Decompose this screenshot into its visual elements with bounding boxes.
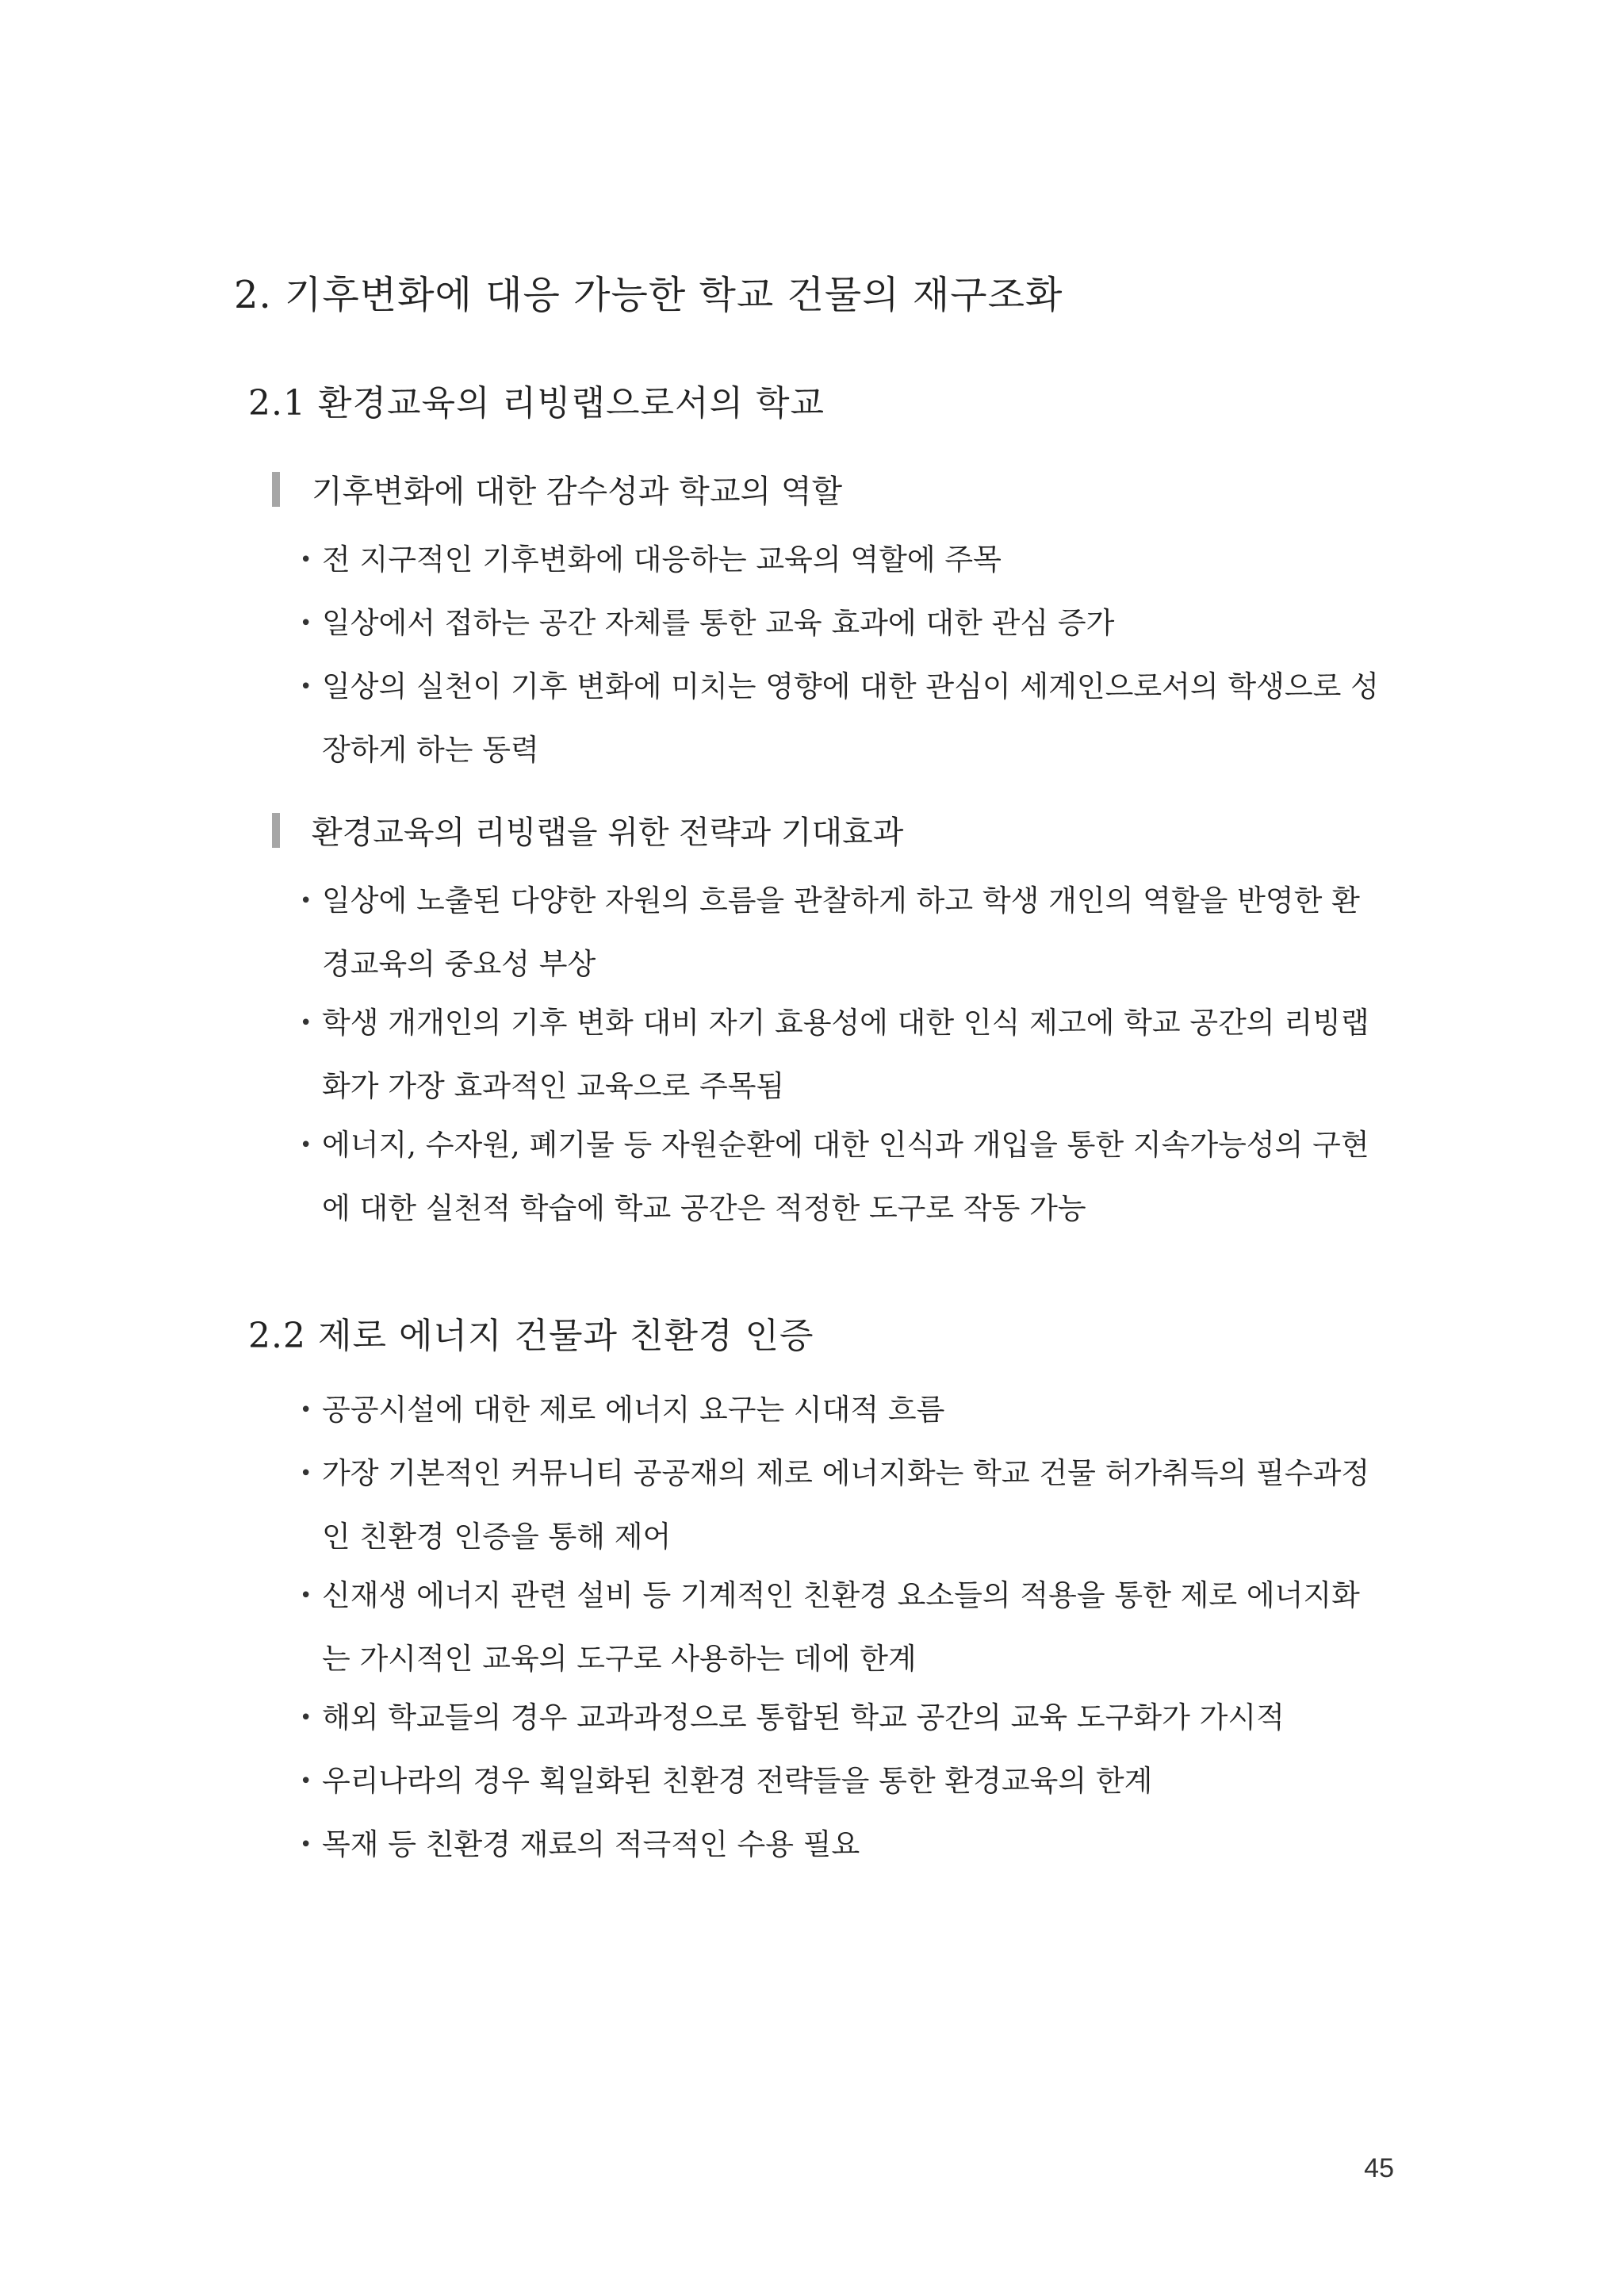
list-item-text-line-1: 신재생 에너지 관련 설비 등 기계적인 친환경 요소들의 적용을 통한 제로 에너지화 (322, 1578, 1360, 1612)
list-item (300, 1686, 1398, 1750)
subsection-title-text: 환경교육의 리빙랩을 위한 전략과 기대효과 (312, 815, 904, 851)
list-item (300, 1813, 1398, 1876)
list-item-text-line-2: 경교육의 중요성 부상 (322, 947, 596, 981)
list-item (300, 869, 1398, 996)
list-item (300, 1114, 1398, 1240)
list-item-text: 전 지구적인 기후변화에 대응하는 교육의 역할에 주목 (322, 542, 1002, 577)
list-item-text: 해외 학교들의 경우 교과과정으로 통합된 학교 공간의 교육 도구화가 가시적 (322, 1700, 1285, 1734)
bullet-dot-icon: • (300, 548, 312, 572)
list-item (300, 528, 1398, 592)
list-item (300, 1442, 1398, 1569)
bullet-dot-icon: • (300, 611, 312, 635)
bullet-dot-icon: • (300, 1706, 312, 1730)
page-number: 45 (1364, 2153, 1394, 2183)
list-item-text: 목재 등 친환경 재료의 적극적인 수용 필요 (322, 1827, 860, 1861)
list-item-text: 우리나라의 경우 획일화된 친환경 전략들을 통한 환경교육의 한계 (322, 1764, 1153, 1798)
list-item (300, 1750, 1398, 1813)
list-item (300, 655, 1398, 782)
subsection-bar-marker (272, 472, 280, 507)
section-title-2-2: 2.2 제로 에너지 건물과 친환경 인증 (248, 1316, 814, 1356)
list-item-text-line-2: 에 대한 실천적 학습에 학교 공간은 적정한 도구로 작동 가능 (322, 1191, 1086, 1225)
subsection-title-strategy (272, 807, 903, 853)
list-item (300, 592, 1398, 655)
bullet-dot-icon: • (300, 1769, 312, 1793)
bullet-dot-icon: • (300, 1133, 312, 1157)
list-item-text-line-2: 화가 가장 효과적인 교육으로 주목됨 (322, 1069, 785, 1103)
bullet-dot-icon: • (300, 1462, 312, 1485)
subsection-bar-marker (272, 813, 280, 848)
list-item-text-line-2: 장하게 하는 동력 (322, 733, 539, 767)
bullet-dot-icon: • (300, 675, 312, 699)
list-item-text-line-2: 인 친환경 인증을 통해 제어 (322, 1520, 672, 1554)
list-item-text-line-1: 일상의 실천이 기후 변화에 미치는 영향에 대한 관심이 세계인으로서의 학생으로 성 (322, 669, 1379, 703)
list-item-text: 일상에서 접하는 공간 자체를 통한 교육 효과에 대한 관심 증가 (322, 606, 1115, 640)
list-item (300, 1378, 1398, 1442)
subsection-title-sensitivity (272, 466, 842, 512)
list-item-text-line-1: 에너지, 수자원, 폐기물 등 자원순환에 대한 인식과 개입을 통한 지속가능성의 구현 (322, 1128, 1369, 1162)
list-item (300, 1564, 1398, 1691)
subsection-title-text: 기후변화에 대한 감수성과 학교의 역할 (312, 473, 843, 510)
bullet-dot-icon: • (300, 1833, 312, 1857)
list-item-text-line-1: 일상에 노출된 다양한 자원의 흐름을 관찰하게 하고 학생 개인의 역할을 반영한 환 (322, 884, 1360, 918)
bullet-dot-icon: • (300, 1398, 312, 1422)
section-title-2-1: 2.1 환경교육의 리빙랩으로서의 학교 (248, 383, 825, 424)
list-item-text: 공공시설에 대한 제로 에너지 요구는 시대적 흐름 (322, 1393, 945, 1427)
bullet-dot-icon: • (300, 889, 312, 913)
list-item-text-line-1: 가장 기본적인 커뮤니티 공공재의 제로 에너지화는 학교 건물 허가취득의 필수과정 (322, 1456, 1370, 1490)
bullet-dot-icon: • (300, 1584, 312, 1608)
list-item-text-line-1: 학생 개개인의 기후 변화 대비 자기 효용성에 대한 인식 제고에 학교 공간의 리빙랩 (322, 1006, 1369, 1040)
list-item (300, 991, 1398, 1118)
list-item-text-line-2: 는 가시적인 교육의 도구로 사용하는 데에 한계 (322, 1642, 917, 1676)
bullet-dot-icon: • (300, 1011, 312, 1035)
chapter-heading: 2. 기후변화에 대응 가능한 학교 건물의 재구조화 (234, 273, 1063, 317)
